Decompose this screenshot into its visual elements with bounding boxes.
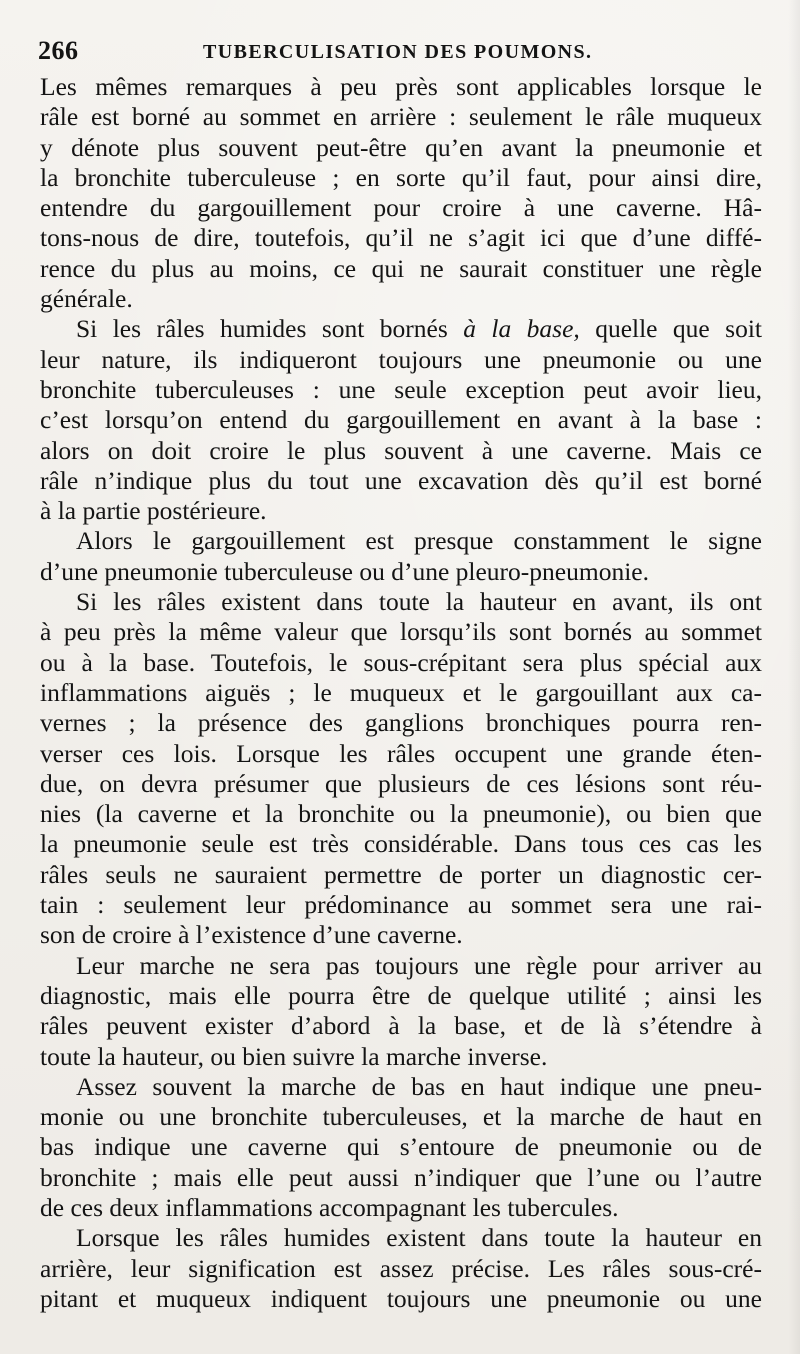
text-line: Leur marche ne sera pas toujours une règle pour arriver au: [76, 950, 762, 980]
text-line: râles peuvent exister d’abord à la base, et de là s’étendre à: [40, 1011, 762, 1041]
text-line: monie ou une bronchite tuberculeuses, et la marche de haut en: [40, 1102, 762, 1132]
text-line: à la partie postérieure.: [40, 496, 267, 526]
text-line: son de croire à l’existence d’une caverne.: [40, 920, 463, 950]
text-line: alors on doit croire le plus souvent à une caverne. Mais ce: [40, 435, 762, 465]
text-line: générale.: [40, 284, 133, 314]
page-header: [38, 36, 768, 72]
text-line: pitant et muqueux indiquent toujours une pneumonie ou une: [40, 1283, 762, 1313]
text-line: de ces deux inflammations accompagnant les tubercules.: [40, 1192, 619, 1222]
text-line: due, on devra présumer que plusieurs de ces lésions sont réu-: [40, 768, 762, 798]
text-line: rence du plus au moins, ce qui ne saurait constituer une règle: [40, 253, 762, 283]
text-line: tain : seulement leur prédominance au sommet sera une rai-: [40, 890, 762, 920]
text-line: leur nature, ils indiqueront toujours une pneumonie ou une: [40, 344, 762, 374]
text-line: y dénote plus souvent peut-être qu’en avant la pneumonie et: [40, 132, 762, 162]
text-line: Alors le gargouillement est presque constamment le signe: [76, 526, 762, 556]
text-line: Lorsque les râles humides existent dans toute la hauteur en: [76, 1223, 762, 1253]
text-line: la bronchite tuberculeuse ; en sorte qu’il faut, pour ainsi dire,: [40, 162, 762, 192]
text-line: ou à la base. Toutefois, le sous-crépitant sera plus spécial aux: [40, 647, 762, 677]
text-line: la pneumonie seule est très considérable. Dans tous ces cas les: [40, 829, 762, 859]
text-line: bas indique une caverne qui s’entoure de pneumonie ou de: [40, 1132, 762, 1162]
text-line: diagnostic, mais elle pourra être de quelque utilité ; ainsi les: [40, 980, 762, 1010]
text-line: vernes ; la présence des ganglions bronchiques pourra ren-: [40, 708, 762, 738]
text-line: Si les râles existent dans toute la hauteur en avant, ils ont: [76, 587, 762, 617]
text-line: c’est lorsqu’on entend du gargouillement en avant à la base :: [40, 405, 762, 435]
running-head: TUBERCULISATION DES POUMONS.: [203, 41, 593, 63]
body-text: [40, 72, 762, 1314]
text-line: verser ces lois. Lorsque les râles occupent une grande éten-: [40, 738, 762, 768]
text-line: râles seuls ne sauraient permettre de porter un diagnostic cer-: [40, 859, 762, 889]
text-line: tons-nous de dire, toutefois, qu’il ne s’agit ici que d’une diffé-: [40, 223, 762, 253]
italic-emphasis: à la base,: [463, 314, 580, 344]
text-line: à peu près la même valeur que lorsqu’ils sont bornés au sommet: [40, 617, 762, 647]
text-line: [40, 314, 762, 344]
text-line: bronchite ; mais elle peut aussi n’indiquer que l’une ou l’autre: [40, 1162, 762, 1192]
text-run: Si les râles humides sont bornés: [76, 314, 464, 344]
text-run: quelle que soit: [579, 314, 763, 344]
text-line: arrière, leur signification est assez précise. Les râles sous-cré-: [40, 1253, 762, 1283]
text-line: entendre du gargouillement pour croire à une caverne. Hâ-: [40, 193, 762, 223]
text-line: râle n’indique plus du tout une excavation dès qu’il est borné: [40, 465, 762, 495]
page-edge-shadow: [788, 0, 800, 1354]
text-line: râle est borné au sommet en arrière : seulement le râle muqueux: [40, 102, 762, 132]
page-number: 266: [38, 36, 79, 65]
text-line: toute la hauteur, ou bien suivre la marche inverse.: [40, 1041, 548, 1071]
text-line: bronchite tuberculeuses : une seule exception peut avoir lieu,: [40, 374, 762, 404]
text-line: inflammations aiguës ; le muqueux et le gargouillant aux ca-: [40, 677, 762, 707]
text-line: Les mêmes remarques à peu près sont applicables lorsque le: [40, 72, 762, 101]
text-line: Assez souvent la marche de bas en haut indique une pneu-: [76, 1071, 762, 1101]
text-line: d’une pneumonie tuberculeuse ou d’une pleuro-pneumonie.: [40, 556, 649, 586]
text-line: nies (la caverne et la bronchite ou la pneumonie), ou bien que: [40, 799, 762, 829]
